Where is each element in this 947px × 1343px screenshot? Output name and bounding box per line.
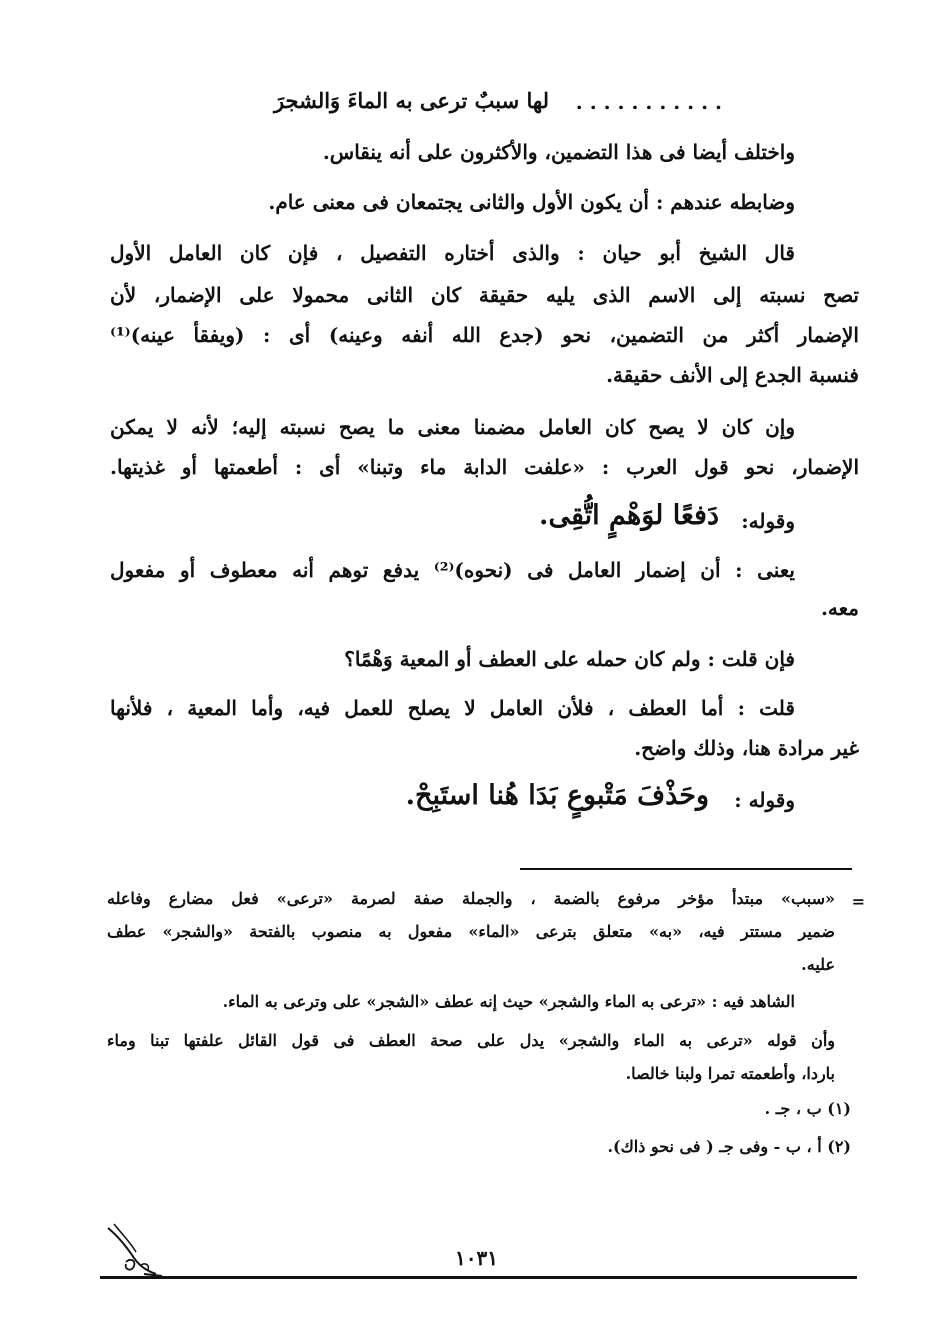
footnote-continuation-mark: = bbox=[851, 892, 865, 911]
footnote-1: (١) ب ، جـ . bbox=[764, 1099, 851, 1118]
text-line-7: وإن كان لا يصح كان العامل مضمنا معنى ما يصح نسبته إليه؛ لأنه لا يمكن bbox=[110, 415, 795, 439]
text-line-4: تصح نسبته إلى الاسم الذى يليه حقيقة كان الثانى محمولا على الإضمار، لأن bbox=[110, 283, 859, 307]
bottom-rule bbox=[100, 1276, 857, 1279]
text-line-5: الإضمار أكثر من التضمين، نحو (جدع الله أنفه وعينه) أى : (ويفقأ عينه)⁽¹⁾ bbox=[110, 323, 859, 347]
verse-second-hemistich: لها سببٌ ترعى به الماءَ وَالشجرَ bbox=[273, 88, 549, 113]
pen-flourish-icon bbox=[104, 1222, 166, 1280]
verse-quote-2: وحَذْفَ مَتْبوعٍ بَدَا هُنا استَبِحْ. bbox=[405, 780, 709, 811]
footnote-line-4: الشاهد فيه : «ترعى به الماء والشجر» حيث إنه عطف «الشجر» على وترعى به الماء. bbox=[222, 992, 795, 1011]
footnote-line-1: «سبب» مبتدأ مؤخر مرفوع بالضمة ، والجملة صفة لصرمة «ترعى» فعل مضارع وفاعله bbox=[107, 889, 835, 908]
footnote-separator bbox=[520, 868, 852, 870]
verse-dots: . . . . . . . . . . . bbox=[575, 90, 722, 114]
text-line-13: قلت : أما العطف ، فلأن العامل لا يصلح للعمل فيه، وأما المعية ، فلأنها bbox=[110, 696, 795, 720]
verse-quote-1: دَفعًا لوَهْمٍ اتُّقِى. bbox=[539, 500, 719, 531]
footnote-2: (٢) أ ، ب - وفى جـ ( فى نحو ذاك). bbox=[607, 1137, 851, 1156]
text-line-14: غير مرادة هنا، وذلك واضح. bbox=[634, 736, 859, 760]
text-line-11: معه. bbox=[820, 596, 859, 620]
verse-label-2: وقوله : bbox=[734, 788, 795, 812]
text-line-3: قال الشيخ أبو حيان : والذى أختاره التفصيل ، فإن كان العامل الأول bbox=[110, 241, 795, 265]
text-line-1: واختلف أيضا فى هذا التضمين، والأكثرون على أنه ينقاس. bbox=[322, 140, 795, 164]
page-number: ١٠٣١ bbox=[455, 1246, 498, 1270]
text-line-8: الإضمار، نحو قول العرب : «علفت الدابة ماء وتبنا» أى : أطعمتها أو غذيتها. bbox=[110, 455, 859, 479]
text-line-6: فنسبة الجدع إلى الأنف حقيقة. bbox=[606, 363, 859, 387]
text-line-12: فإن قلت : ولم كان حمله على العطف أو المعية وَهْمًا؟ bbox=[344, 647, 795, 671]
footnote-line-5: وأن قوله «ترعى به الماء والشجر» يدل على صحة العطف فى قول القائل علفتها تبنا وماء bbox=[107, 1031, 836, 1050]
verse-label-1: وقوله: bbox=[741, 509, 795, 533]
footnote-line-2: ضمير مستتر فيه، «به» متعلق بترعى «الماء» مفعول به منصوب بالفتحة «والشجر» عطف bbox=[107, 922, 835, 941]
footnote-line-6: باردا، وأطعمته تمرا ولبنا خالصا. bbox=[625, 1064, 835, 1083]
text-line-2: وضابطه عندهم : أن يكون الأول والثانى يجتمعان فى معنى عام. bbox=[268, 190, 795, 214]
text-line-10: يعنى : أن إضمار العامل فى (نحوه)⁽²⁾ يدفع توهم أنه معطوف أو مفعول bbox=[110, 558, 795, 582]
footnote-line-3: عليه. bbox=[801, 955, 835, 974]
